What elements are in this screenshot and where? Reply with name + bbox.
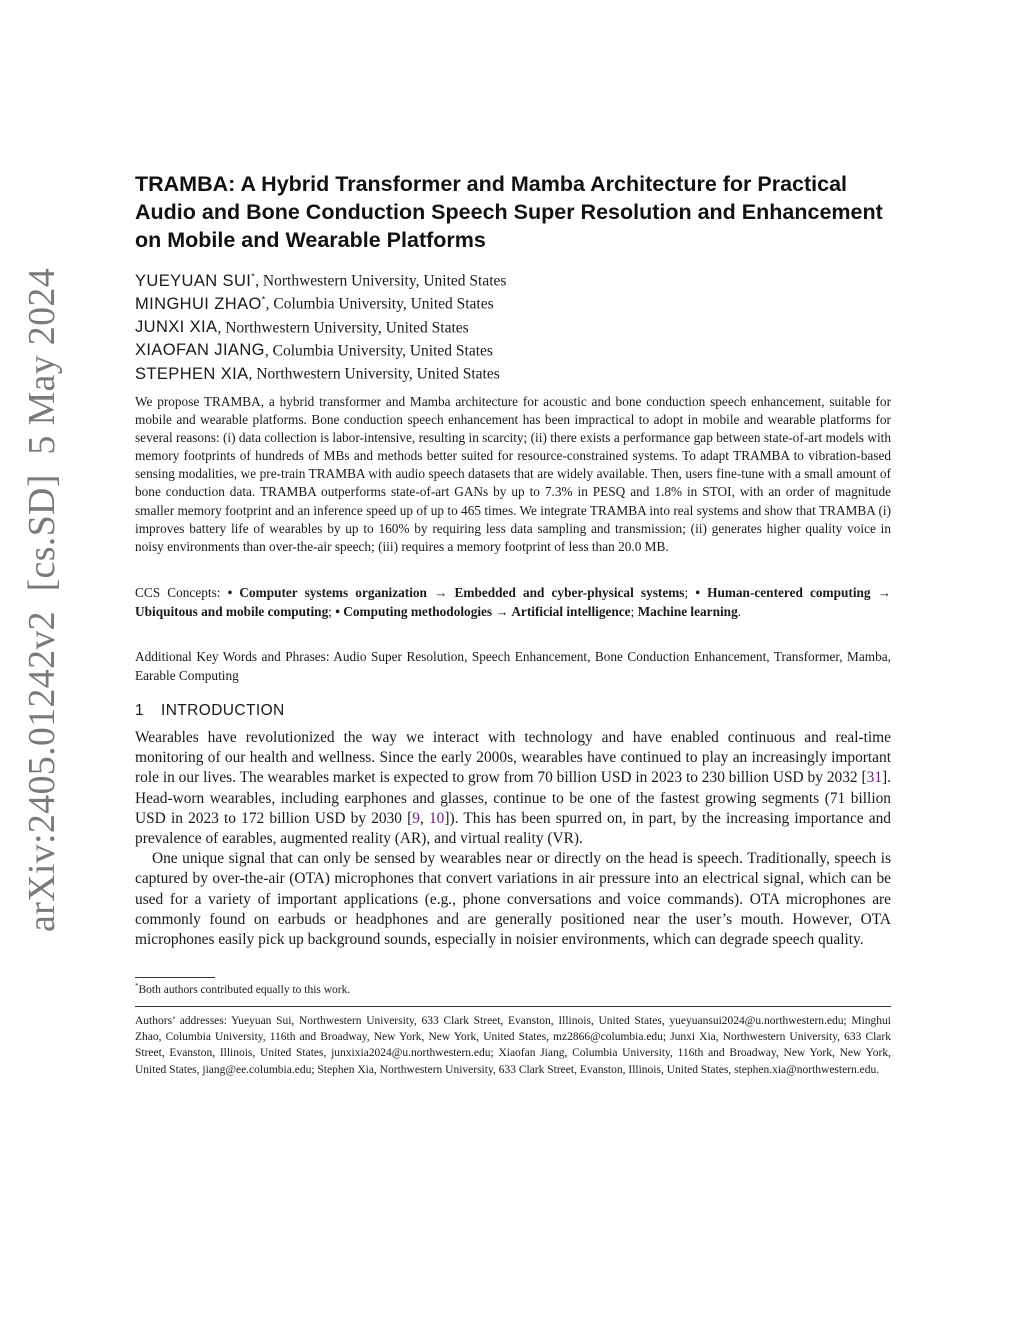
introduction-body — [135, 728, 891, 950]
author-list — [135, 265, 895, 381]
author-name: STEPHEN XIA — [135, 364, 249, 383]
arxiv-sidebar-stamp — [20, 268, 64, 932]
author-entry — [135, 312, 895, 335]
section-heading-introduction — [135, 702, 285, 720]
citation-link[interactable]: 9 — [412, 809, 420, 827]
section-number: 1 — [135, 702, 145, 719]
author-name: JUNXI XIA — [135, 318, 218, 337]
footnote-rule — [135, 977, 215, 978]
citation-link[interactable]: 31 — [866, 769, 883, 787]
author-affiliation: , Columbia University, United States — [265, 295, 494, 313]
author-name: YUEYUAN SUI* — [135, 271, 256, 290]
author-entry — [135, 288, 895, 311]
author-entry — [135, 358, 895, 381]
citation-link[interactable]: 10 — [428, 809, 445, 827]
ccs-concepts: CCS Concepts: • Computer systems organization → Embedded and cyber-physical systems; • Human-centered computing → Ubiquitous and mobile computing; • Computing methodologies → Artificial intelligence; Machine learning. — [135, 585, 892, 619]
section-title: INTRODUCTION — [161, 702, 285, 719]
author-addresses: Authors’ addresses: Yueyuan Sui, Northwestern University, 633 Clark Street, Evanston, Illinois, United States, yueyuansui2024@u.northwestern.edu; Minghui Zhao, Columbia University, 116th and Broadway, New York, New York, United States, mz2866@columbia.edu; Junxi Xia, Northwestern University, 633 Clark Street, Evanston, Illinois, United States, junxixia2024@u.northwestern.edu; Xiaofan Jiang, Columbia University, 116th and Broadway, New York, New York, United States, jiang@ee.columbia.edu; Stephen Xia, Northwestern University, 633 Clark Street, Evanston, Illinois, United States, stephen.xia@northwestern.edu. — [135, 1015, 891, 1076]
author-affiliation: , Northwestern University, United States — [255, 272, 507, 290]
addresses-rule — [135, 1006, 891, 1007]
author-affiliation: , Columbia University, United States — [264, 342, 493, 360]
author-entry — [135, 265, 895, 288]
intro-paragraph: One unique signal that can only be sensed by wearables near or directly on the head is speech. Traditionally, speech is captured by over-the-air (OTA) microphones that convert variations in air pressure into an electrical signal, which can be used for a variety of important applications (e.g., phone conversations and voice commands). OTA microphones are commonly found on earbuds or headphones and are generally positioned near the user’s mouth. However, OTA microphones easily pick up background sounds, especially in noisier environments, which can degrade speech quality. — [135, 850, 891, 949]
intro-paragraph: Wearables have revolutionized the way we interact with technology and have enabled continuous and real-time monitoring of our health and wellness. Since the early 2000s, wearables have continued to play an increasingly important role in our lives. The wearables market is expected to grow from 70 billion USD in 2023 to 230 billion USD by 2032 [31]. Head-worn wearables, including earphones and glasses, continue to be one of the fastest growing segments (71 billion USD in 2023 to 172 billion USD by 2030 [9, 10]). This has been spurred on, in part, by the increasing importance and prevalence of earables, augmented reality (AR), and virtual reality (VR). — [135, 729, 892, 848]
arxiv-category: [cs.SD] — [21, 474, 63, 592]
keywords: Additional Key Words and Phrases: Audio Super Resolution, Speech Enhancement, Bone Conduction Enhancement, Transformer, Mamba, Earable Computing — [135, 649, 891, 683]
footnote: *Both authors contributed equally to this work. — [135, 982, 351, 996]
author-affiliation: , Northwestern University, United States — [217, 319, 469, 337]
author-name: MINGHUI ZHAO* — [135, 294, 266, 313]
arxiv-date: 5 May 2024 — [21, 268, 63, 455]
paper-title: TRAMBA: A Hybrid Transformer and Mamba Architecture for Practical Audio and Bone Conduction Speech Super Resolution and Enhancement on Mobile and Wearable Platforms — [135, 172, 883, 252]
arxiv-id: arXiv:2405.01242v2 — [21, 611, 63, 932]
author-entry — [135, 335, 895, 358]
author-name: XIAOFAN JIANG — [135, 341, 265, 360]
abstract: We propose TRAMBA, a hybrid transformer and Mamba architecture for acoustic and bone conduction speech enhancement, suitable for mobile and wearable platforms. Bone conduction speech enhancement has been impractical to adopt in mobile and wearable platforms for several reasons: (i) data collection is labor-intensive, resulting in scarcity; (ii) there exists a performance gap between state-of-art models with memory footprints of hundreds of MBs and methods better suited for resource-constrained systems. To adapt TRAMBA to vibration-based sensing modalities, we pre-train TRAMBA with audio speech datasets that are widely available. Then, users fine-tune with a small amount of bone conduction data. TRAMBA outperforms state-of-art GANs by up to 7.3% in PESQ and 1.8% in STOI, with an order of magnitude smaller memory footprint and an inference speed up of up to 465 times. We integrate TRAMBA into real systems and show that TRAMBA (i) improves battery life of wearables by up to 160% by requiring less data sampling and transmission; (ii) generates higher quality voice in noisy environments than over-the-air speech; (iii) requires a memory footprint of less than 20.0 MB. — [135, 394, 891, 554]
author-affiliation: , Northwestern University, United States — [248, 365, 500, 383]
